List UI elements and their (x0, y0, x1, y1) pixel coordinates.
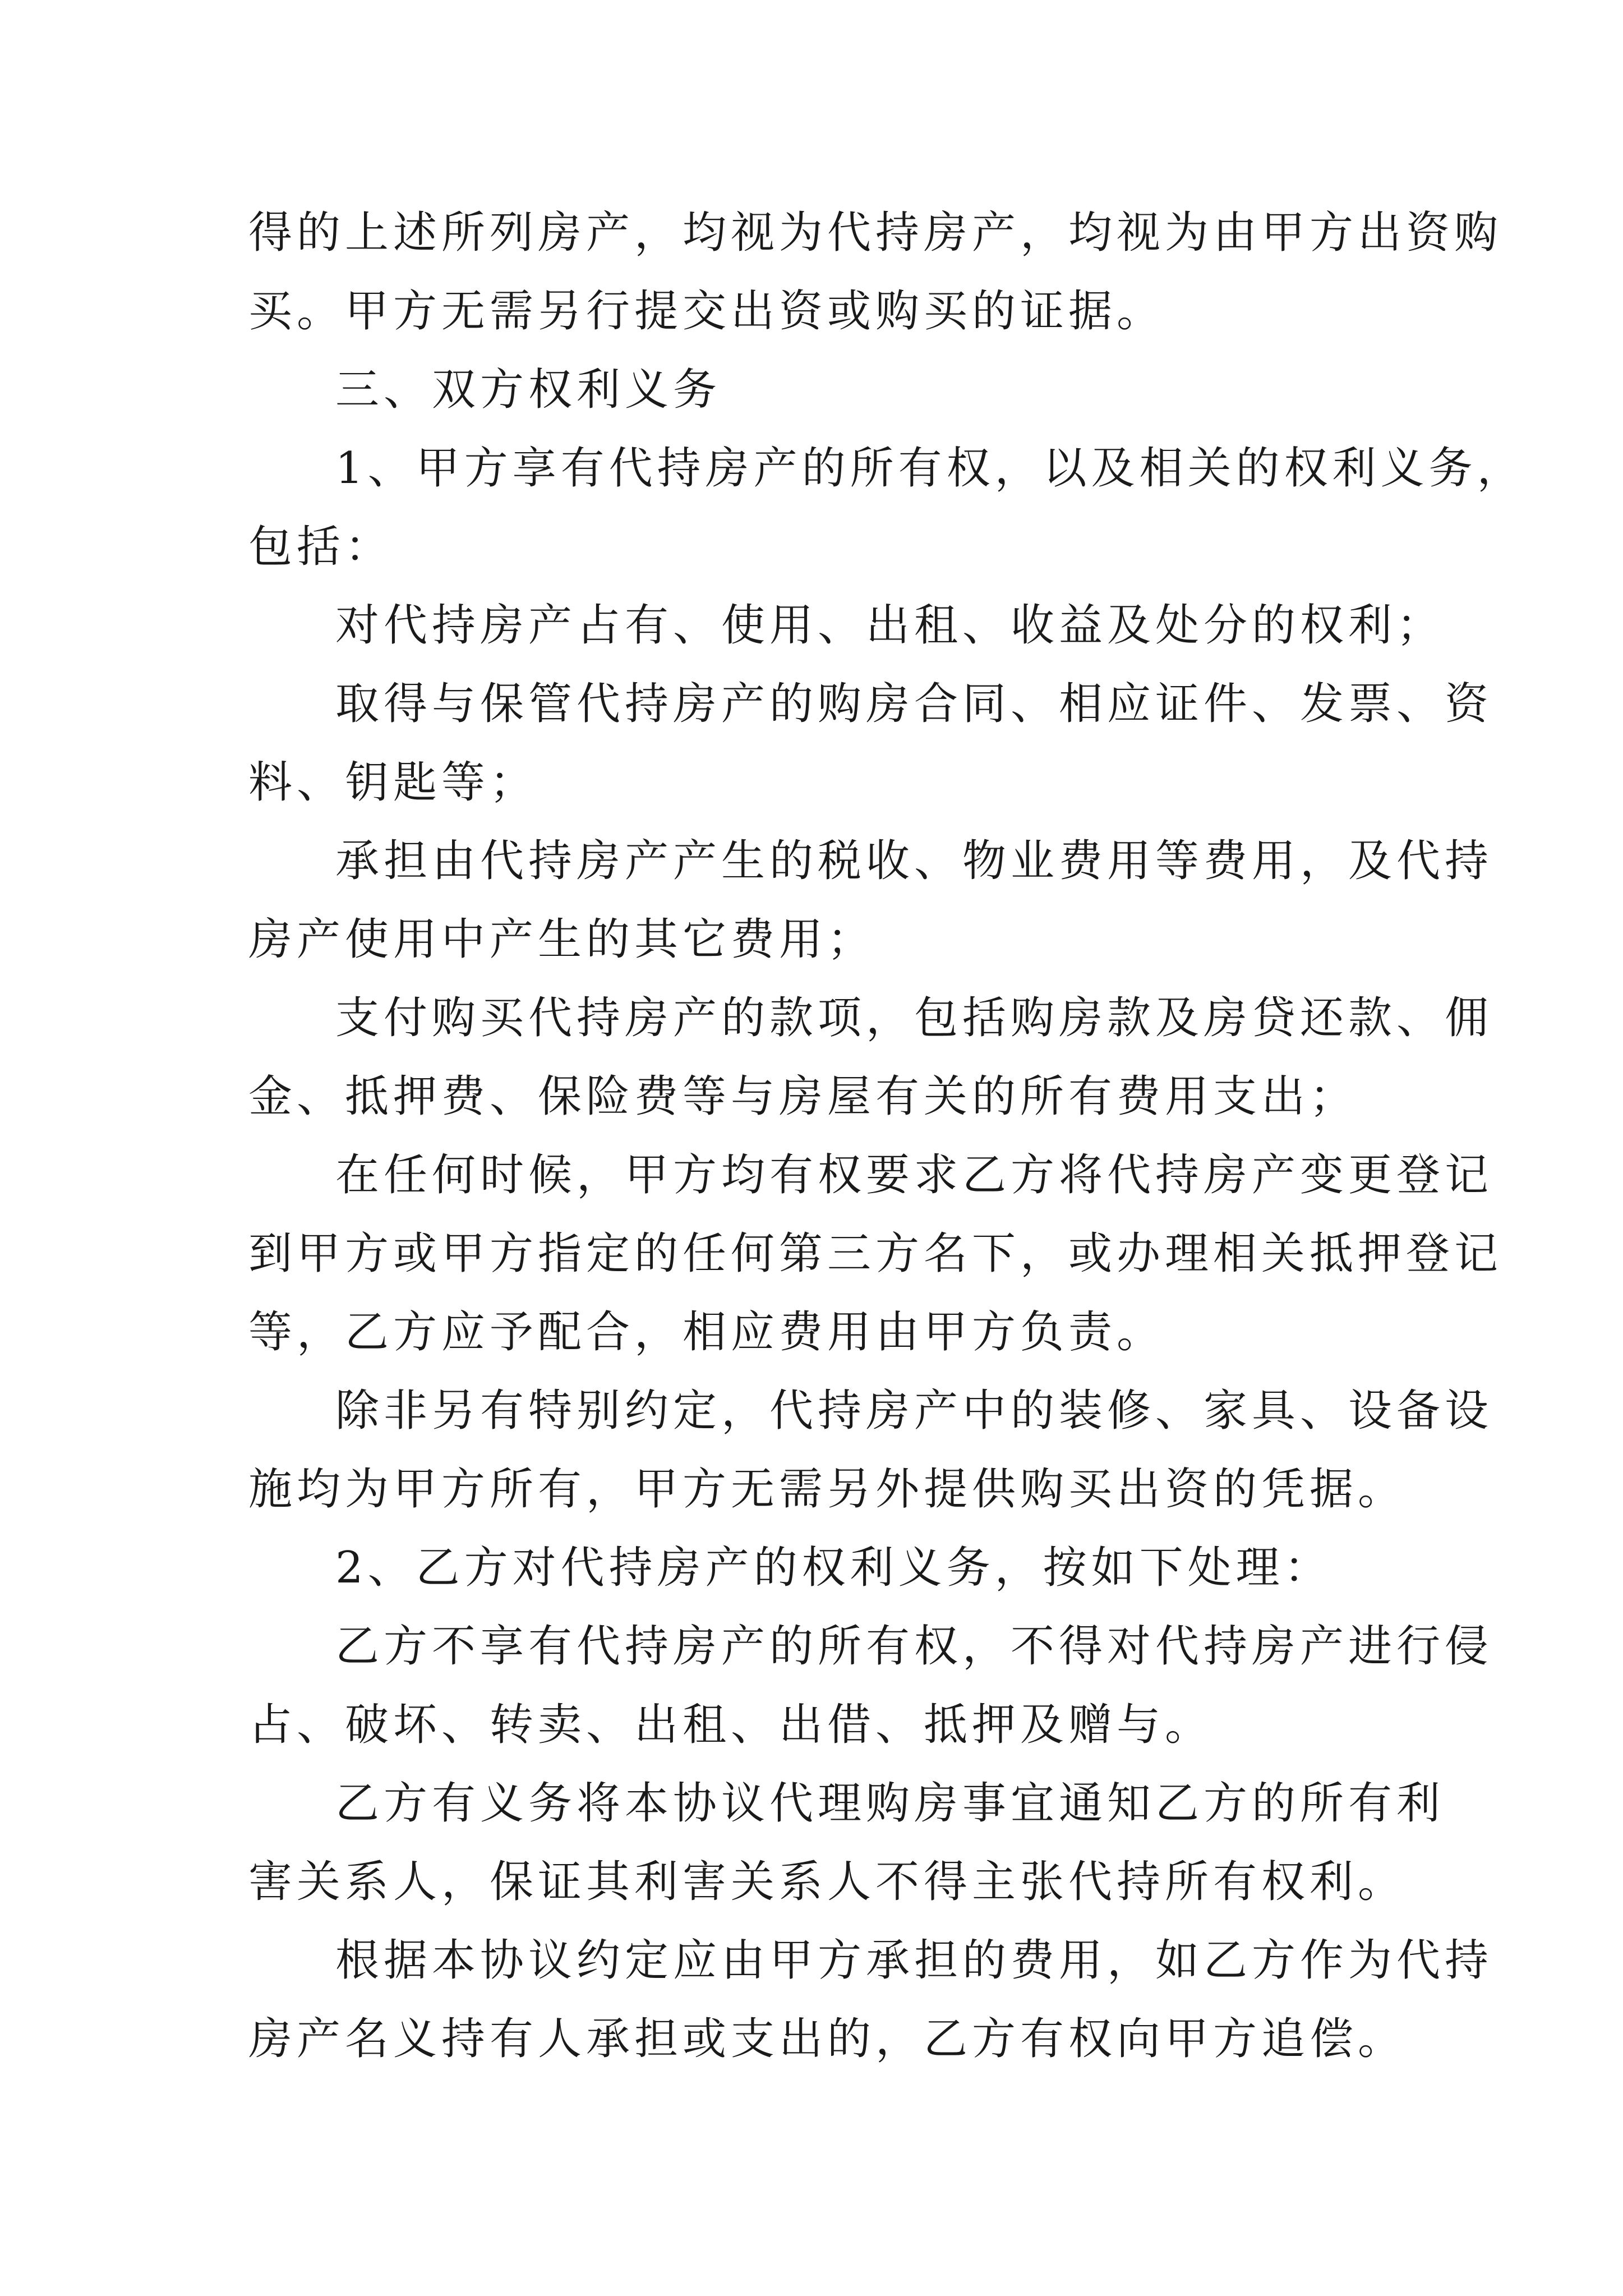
text-line: 房产名义持有人承担或支出的，乙方有权向甲方追偿。 (248, 2014, 1407, 2064)
text-line: 买。甲方无需另行提交出资或购买的证据。 (248, 286, 1165, 337)
text-line: 到甲方或甲方指定的任何第三方名下，或办理相关抵押登记 (248, 1228, 1503, 1279)
text-line: 取得与保管代持房产的购房合同、相应证件、发票、资 (335, 679, 1493, 729)
text-line: 等，乙方应予配合，相应费用由甲方负责。 (248, 1307, 1165, 1358)
text-line: 包括： (248, 522, 394, 572)
text-line: 乙方有义务将本协议代理购房事宜通知乙方的所有利 (335, 1778, 1445, 1829)
text-line: 1、甲方享有代持房产的所有权，以及相关的权利义务， (335, 443, 1525, 494)
text-line: 料、钥匙等； (248, 757, 538, 808)
text-line: 承担由代持房产产生的税收、物业费用等费用，及代持 (335, 836, 1493, 886)
text-line: 乙方不享有代持房产的所有权，不得对代持房产进行侵 (335, 1621, 1493, 1672)
text-line: 在任何时候，甲方均有权要求乙方将代持房产变更登记 (335, 1150, 1493, 1200)
text-line: 支付购买代持房产的款项，包括购房款及房贷还款、佣 (335, 993, 1493, 1043)
text-line: 施均为甲方所有，甲方无需另外提供购买出资的凭据。 (248, 1464, 1407, 1515)
text-line: 除非另有特别约定，代持房产中的装修、家具、设备设 (335, 1386, 1493, 1436)
section-heading: 三、双方权利义务 (335, 365, 722, 415)
text-line: 金、抵押费、保险费等与房屋有关的所有费用支出； (248, 1071, 1358, 1122)
text-line: 占、破坏、转卖、出租、出借、抵押及赠与。 (248, 1700, 1214, 1750)
text-line: 得的上述所列房产，均视为代持房产，均视为由甲方出资购 (248, 208, 1503, 258)
text-line: 害关系人，保证其利害关系人不得主张代持所有权利。 (248, 1857, 1407, 1907)
text-line: 房产使用中产生的其它费用； (248, 914, 876, 965)
text-line: 根据本协议约定应由甲方承担的费用，如乙方作为代持 (335, 1935, 1493, 1986)
text-line: 2、乙方对代持房产的权利义务，按如下处理： (335, 1543, 1332, 1593)
text-line: 对代持房产占有、使用、出租、收益及处分的权利； (335, 600, 1445, 651)
